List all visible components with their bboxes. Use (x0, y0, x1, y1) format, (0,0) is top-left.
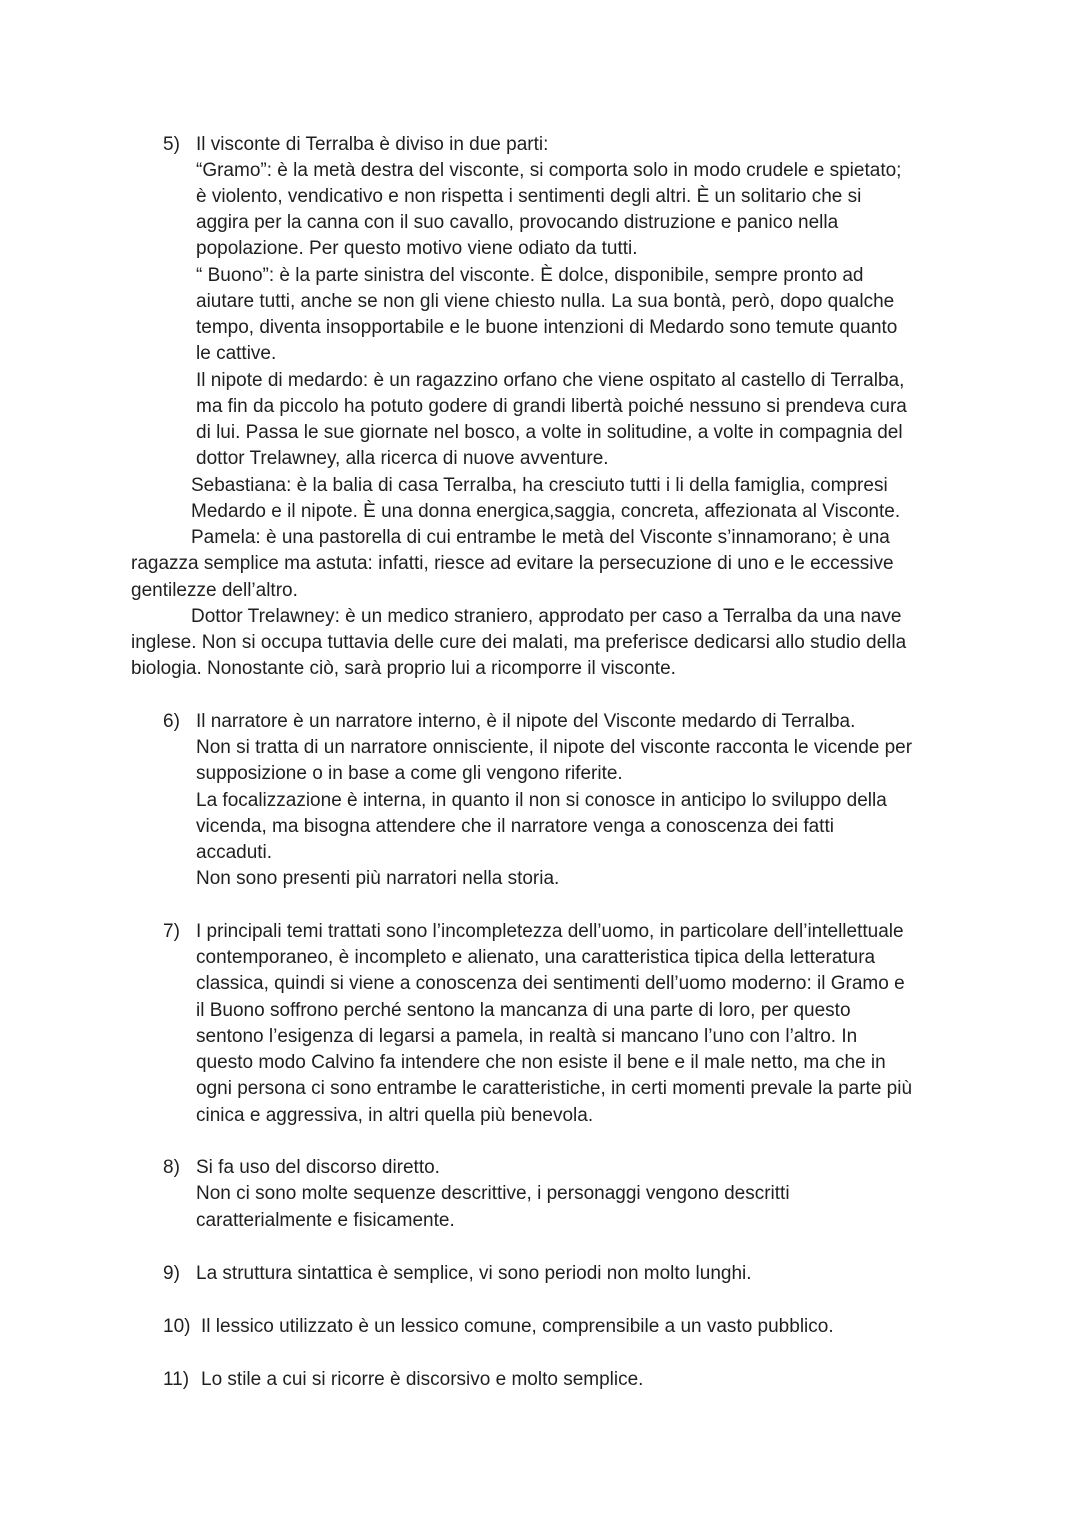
item-5-line-11: ma fin da piccolo ha potuto godere di grandi libertà poiché nessuno si prendeva cura (196, 396, 907, 417)
item-5-line-7: aiutare tutti, anche se non gli viene chiesto nulla. La sua bontà, però, dopo qualche (196, 291, 895, 312)
item-number: 8) (163, 1157, 180, 1178)
item-8-line-2: Non ci sono molte sequenze descrittive, i personaggi vengono descritti (196, 1183, 790, 1204)
item-7-line-6: questo modo Calvino fa intendere che non esiste il bene e il male netto, ma che in (196, 1052, 886, 1073)
item-5-line-4: aggira per la canna con il suo cavallo, provocando distruzione e panico nella (196, 212, 839, 233)
item-7-line-4: il Buono soffrono perché sentono la mancanza di una parte di loro, per questo (196, 1000, 851, 1021)
item-5-line-5: popolazione. Per questo motivo viene odiato da tutti. (196, 238, 638, 259)
item-5-line-13: dottor Trelawney, alla ricerca di nuove avventure. (196, 448, 609, 469)
item-5-line-9: le cattive. (196, 343, 277, 364)
item-11-line-1: Lo stile a cui si ricorre è discorsivo e molto semplice. (201, 1369, 644, 1390)
item-9-line-1: La struttura sintattica è semplice, vi sono periodi non molto lunghi. (196, 1263, 752, 1284)
item-number: 10) (163, 1316, 191, 1337)
item-5-line-16: Pamela: è una pastorella di cui entrambe le metà del Visconte s’innamorano; è una (191, 527, 890, 548)
item-5-line-10: Il nipote di medardo: è un ragazzino orfano che viene ospitato al castello di Terralba, (196, 370, 905, 391)
item-6-line-1: Il narratore è un narratore interno, è il nipote del Visconte medardo di Terralba. (196, 711, 856, 732)
item-number: 9) (163, 1263, 180, 1284)
item-7-line-5: sentono l’esigenza di legarsi a pamela, in realtà si mancano l’uno con l’altro. In (196, 1026, 858, 1047)
item-7-line-8: cinica e aggressiva, in altri quella più benevola. (196, 1105, 594, 1126)
item-5-line-20: inglese. Non si occupa tuttavia delle cure dei malati, ma preferisce dedicarsi allo studio della (131, 632, 907, 653)
item-10-line-1: Il lessico utilizzato è un lessico comune, comprensibile a un vasto pubblico. (201, 1316, 834, 1337)
item-5-line-14: Sebastiana: è la balia di casa Terralba, ha cresciuto tutti i li della famiglia, compresi (191, 475, 888, 496)
item-6-line-7: Non sono presenti più narratori nella storia. (196, 868, 560, 889)
item-5-line-8: tempo, diventa insopportabile e le buone intenzioni di Medardo sono temute quanto (196, 317, 898, 338)
item-number: 11) (163, 1369, 190, 1390)
item-5-line-2: “Gramo”: è la metà destra del visconte, si comporta solo in modo crudele e spietato; (196, 160, 902, 181)
item-5-line-18: gentilezze dell’altro. (131, 580, 298, 601)
item-8-line-3: caratterialmente e fisicamente. (196, 1210, 455, 1231)
item-7-line-3: classica, quindi si viene a conoscenza dei sentimenti dell’uomo moderno: il Gramo e (196, 973, 905, 994)
item-8-line-1: Si fa uso del discorso diretto. (196, 1157, 440, 1178)
item-number: 5) (163, 134, 180, 155)
item-5-line-3: è violento, vendicativo e non rispetta i sentimenti degli altri. È un solitario che si (196, 186, 862, 207)
item-number: 7) (163, 921, 180, 942)
item-6-line-2: Non si tratta di un narratore onnisciente, il nipote del visconte racconta le vicende per (196, 737, 913, 758)
item-7-line-2: contemporaneo, è incompleto e alienato, una caratteristica tipica della letteratura (196, 947, 876, 968)
item-6-line-6: accaduti. (196, 842, 273, 863)
item-5-line-6: “ Buono”: è la parte sinistra del visconte. È dolce, disponibile, sempre pronto ad (196, 265, 864, 286)
item-6-line-4: La focalizzazione è interna, in quanto il non si conosce in anticipo lo sviluppo della (196, 790, 887, 811)
item-6-line-3: supposizione o in base a come gli vengono riferite. (196, 763, 623, 784)
item-7-line-1: I principali temi trattati sono l’incompletezza dell’uomo, in particolare dell’intellettuale (196, 921, 904, 942)
item-number: 6) (163, 711, 180, 732)
item-6-line-5: vicenda, ma bisogna attendere che il narratore venga a conoscenza dei fatti (196, 816, 834, 837)
item-5-line-19: Dottor Trelawney: è un medico straniero, approdato per caso a Terralba da una nave (191, 606, 902, 627)
item-5-line-17: ragazza semplice ma astuta: infatti, riesce ad evitare la persecuzione di uno e le eccessive (131, 553, 894, 574)
item-7-line-7: ogni persona ci sono entrambe le caratteristiche, in certi momenti prevale la parte più (196, 1078, 913, 1099)
item-5-line-12: di lui. Passa le sue giornate nel bosco, a volte in solitudine, a volte in compagnia del (196, 422, 903, 443)
item-5-line-21: biologia. Nonostante ciò, sarà proprio lui a ricomporre il visconte. (131, 658, 676, 679)
item-5-line-15: Medardo e il nipote. È una donna energica,saggia, concreta, affezionata al Visconte. (191, 501, 901, 522)
item-5-line-1: Il visconte di Terralba è diviso in due parti: (196, 134, 549, 155)
